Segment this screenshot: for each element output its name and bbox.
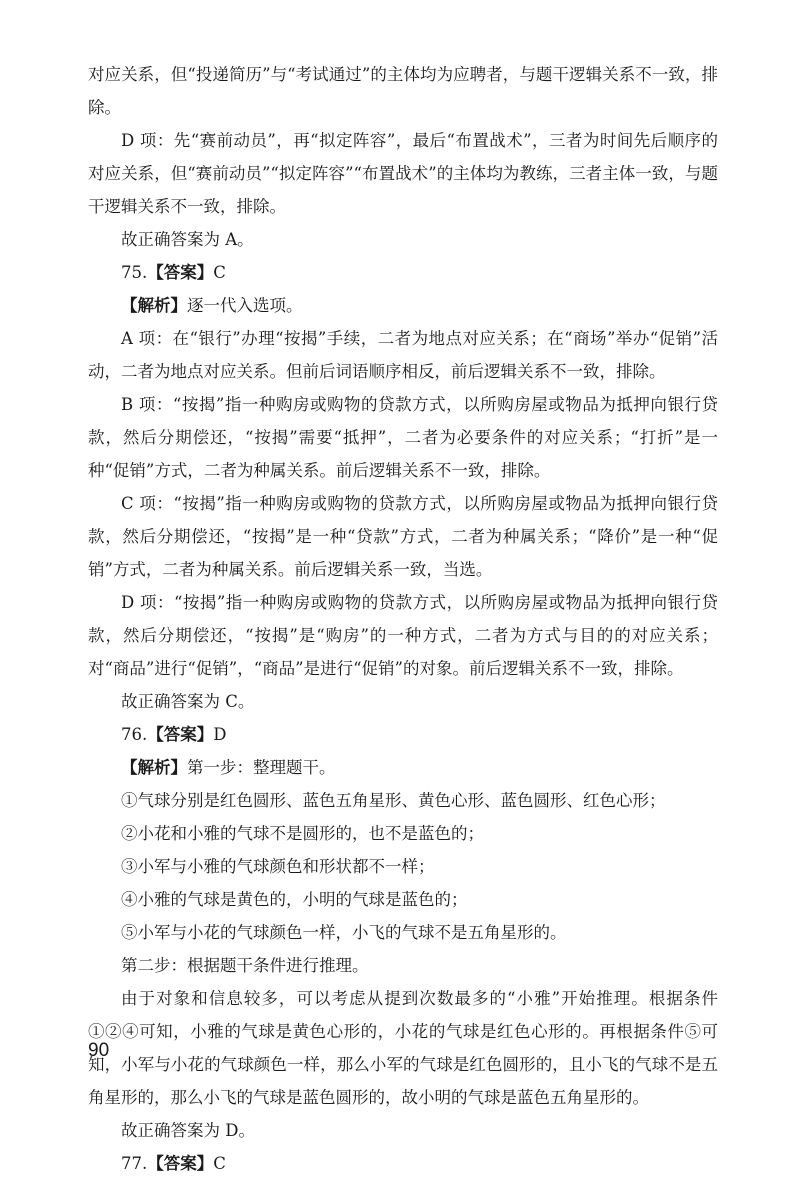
condition-item: ④小雅的气球是黄色的，小明的气球是蓝色的； (121, 890, 468, 909)
answer-value: D (213, 725, 227, 744)
paragraph-conclusion: 故正确答案为 D。 (121, 1121, 255, 1140)
paragraph-option-d: D 项：“按揭”指一种购房或购物的贷款方式，以所购房屋或物品为抵押向银行贷款，然后分期偿还，“按揭”是“购房”的一种方式，二者为方式与目的的对应关系；对“商品”进行“促销”，“商品”是进行“促销”的对象。前后逻辑关系不一致，排除。 (88, 593, 718, 678)
page-number: 90 (88, 1040, 110, 1061)
analysis-line-76 (88, 751, 718, 784)
answer-line-77 (88, 1147, 718, 1180)
answer-value: C (213, 1154, 226, 1173)
paragraph-reasoning: 由于对象和信息较多，可以考虑从提到次数最多的“小雅”开始推理。根据条件①②④可知，小雅的气球是黄色心形的，小花的气球是红色心形的。再根据条件⑤可知，小军与小花的气球颜色一样，那么小军的气球是红色圆形的，且小飞的气球不是五角星形的，那么小飞的气球是蓝色圆形的，故小明的气球是蓝色五角星形的。 (88, 989, 718, 1107)
answer-value: C (213, 263, 226, 282)
analysis-line-75 (88, 289, 718, 322)
condition-item: ①气球分别是红色圆形、蓝色五角星形、黄色心形、蓝色圆形、红色心形； (121, 791, 666, 810)
question-number: 75. (121, 263, 148, 282)
question-number: 76. (121, 725, 148, 744)
analysis-text: 逐一代入选项。 (187, 296, 303, 315)
paragraph-option-d: D 项：先“赛前动员”，再“拟定阵容”，最后“布置战术”，三者为时间先后顺序的对应关系，但“赛前动员”“拟定阵容”“布置战术”的主体均为教练，三者主体一致，与题干逻辑关系不一致，排除。 (88, 131, 718, 216)
paragraph-continuation: 对应关系，但“投递简历”与“考试通过”的主体均为应聘者，与题干逻辑关系不一致，排除。 (88, 65, 718, 117)
paragraph-option-a: A 项：在“银行”办理“按揭”手续，二者为地点对应关系；在“商场”举办“促销”活动，二者为地点对应关系。但前后词语顺序相反，前后逻辑关系不一致，排除。 (88, 329, 718, 381)
question-number: 77. (121, 1154, 148, 1173)
analysis-text: 第一步：整理题干。 (187, 758, 336, 777)
document-body (88, 58, 718, 1180)
answer-label: 【答案】 (147, 1154, 214, 1173)
answer-line-75 (88, 256, 718, 289)
analysis-label: 【解析】 (121, 758, 187, 777)
analysis-label: 【解析】 (121, 296, 187, 315)
paragraph-option-b: B 项：“按揭”指一种购房或购物的贷款方式，以所购房屋或物品为抵押向银行贷款，然后分期偿还，“按揭”需要“抵押”，二者为必要条件的对应关系；“打折”是一种“促销”方式，二者为种属关系。前后逻辑关系不一致，排除。 (88, 395, 718, 480)
paragraph-step-two: 第二步：根据题干条件进行推理。 (121, 956, 369, 975)
condition-item: ③小军与小雅的气球颜色和形状都不一样； (121, 857, 435, 876)
answer-label: 【答案】 (147, 263, 214, 282)
condition-item: ②小花和小雅的气球不是圆形的，也不是蓝色的； (121, 824, 484, 843)
answer-line-76 (88, 718, 718, 751)
paragraph-option-c: C 项：“按揭”指一种购房或购物的贷款方式，以所购房屋或物品为抵押向银行贷款，然后分期偿还，“按揭”是一种“贷款”方式，二者为种属关系；“降价”是一种“促销”方式，二者为种属关系。前后逻辑关系一致，当选。 (88, 494, 718, 579)
paragraph-conclusion: 故正确答案为 C。 (121, 692, 255, 711)
condition-item: ⑤小军与小花的气球颜色一样，小飞的气球不是五角星形的。 (121, 923, 567, 942)
answer-label: 【答案】 (147, 725, 214, 744)
paragraph-conclusion: 故正确答案为 A。 (121, 230, 254, 249)
